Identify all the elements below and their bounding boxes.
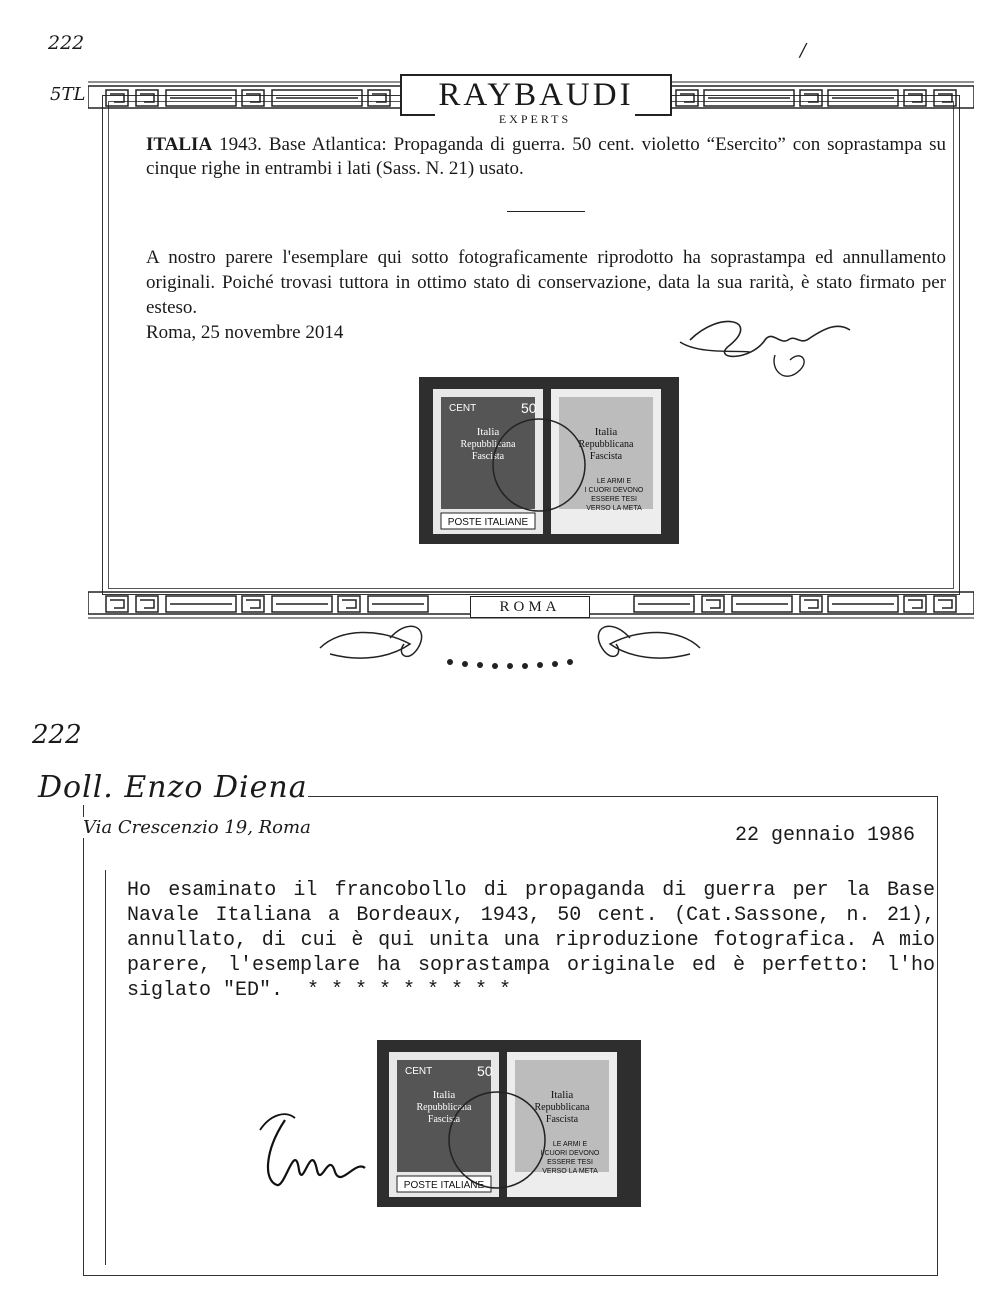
ribbon-ornament: [300, 618, 720, 680]
stamp2-label-bottom: POSTE ITALIANE: [403, 1180, 485, 1191]
stamp2-ovp-2: Repubblicana: [416, 1102, 472, 1113]
stamp1-slogan-2: I CUORI DEVONO: [584, 487, 644, 494]
diena-date: 22 gennaio 1986: [735, 824, 916, 847]
handwritten-code-mid: 222: [32, 720, 82, 750]
diena-margin-line: [105, 870, 106, 1265]
diena-signature: [255, 1080, 405, 1200]
stamp1-value: 50: [521, 400, 537, 416]
stamp2-ovp-1: Italia: [432, 1089, 456, 1101]
raybaudi-description: [146, 133, 946, 181]
diena-text: Ho esaminato il francobollo di propaganda di guerra per la Base Navale Italiana a Bordeaux, 1943, 50 cent. (Cat.Sassone, n. 21), annullato, di cui è qui unita una riproduzione fotografica. A mio parere, l'esemplare ha soprastampa originale ed è perfetto: l'ho siglato "ED". * * * * * * * * *: [127, 879, 948, 1002]
stamp1-ovp-5: Repubblicana: [578, 439, 634, 450]
stamp1-slogan-3: ESSERE TESI: [591, 496, 637, 503]
description-text: 1943. Base Atlantica: Propaganda di guerra. 50 cent. violetto “Esercito” con soprastampa su cinque righe in entrambi i lati (Sass. N. 21) usato.: [146, 134, 947, 179]
stamp-pair-image-1: [419, 377, 679, 544]
stamp1-ovp-4: Italia: [594, 426, 618, 438]
stamp2-slogan-2: I CUORI DEVONO: [540, 1150, 600, 1157]
experts-label: EXPERTS: [435, 112, 635, 127]
stamp2-ovp-3: Fascista: [427, 1114, 461, 1125]
stamp-photo-2: [377, 1040, 641, 1207]
country-label: ITALIA: [146, 134, 213, 155]
stamp1-label-bottom: POSTE ITALIANE: [447, 517, 529, 528]
stamp2-cent: CENT: [405, 1066, 433, 1077]
opinion-text: A nostro parere l'esemplare qui sotto fotograficamente riprodotto ha soprastampa ed annullamento originali. Poiché trovasi tuttora in ottimo stato di conservazione, data la sua rarità, è stato firmato per esteso.: [146, 247, 946, 318]
stamp1-ovp-3: Fascista: [471, 451, 505, 462]
stamp2-value: 50: [477, 1063, 493, 1079]
stamp2-slogan-4: VERSO LA META: [542, 1168, 598, 1175]
stamp2-slogan-3: ESSERE TESI: [547, 1159, 593, 1166]
pen-mark: /: [800, 40, 807, 61]
diena-letterhead-name: Doll. Enzo Diena: [38, 770, 308, 805]
stamp2-ovp-6: Fascista: [545, 1114, 579, 1125]
stamp-photo-1: [419, 377, 679, 544]
stamp1-ovp-1: Italia: [476, 426, 500, 438]
stamp1-ovp-2: Repubblicana: [460, 439, 516, 450]
stamp1-slogan-4: VERSO LA META: [586, 505, 642, 512]
raybaudi-brand: RAYBAUDI: [438, 76, 634, 113]
diena-letterhead-address: Via Crescenzio 19, Roma: [83, 817, 311, 838]
roma-footer-box: [470, 596, 590, 618]
place-date: Roma, 25 novembre 2014: [146, 322, 344, 343]
handwritten-code-top-2: 5TL: [50, 84, 86, 105]
stamp2-ovp-4: Italia: [550, 1089, 574, 1101]
stamp1-slogan-1: LE ARMI E: [596, 478, 632, 485]
stamp-pair-image-2: [377, 1040, 641, 1207]
raybaudi-logo-box: [400, 74, 672, 116]
stamp1-ovp-6: Fascista: [589, 451, 623, 462]
stamp2-ovp-5: Repubblicana: [534, 1102, 590, 1113]
stamp1-cent: CENT: [449, 403, 477, 414]
roma-footer: ROMA: [499, 598, 561, 615]
raybaudi-signature: [660, 300, 860, 390]
stamp2-slogan-1: LE ARMI E: [552, 1141, 588, 1148]
separator-rule: [507, 211, 585, 212]
